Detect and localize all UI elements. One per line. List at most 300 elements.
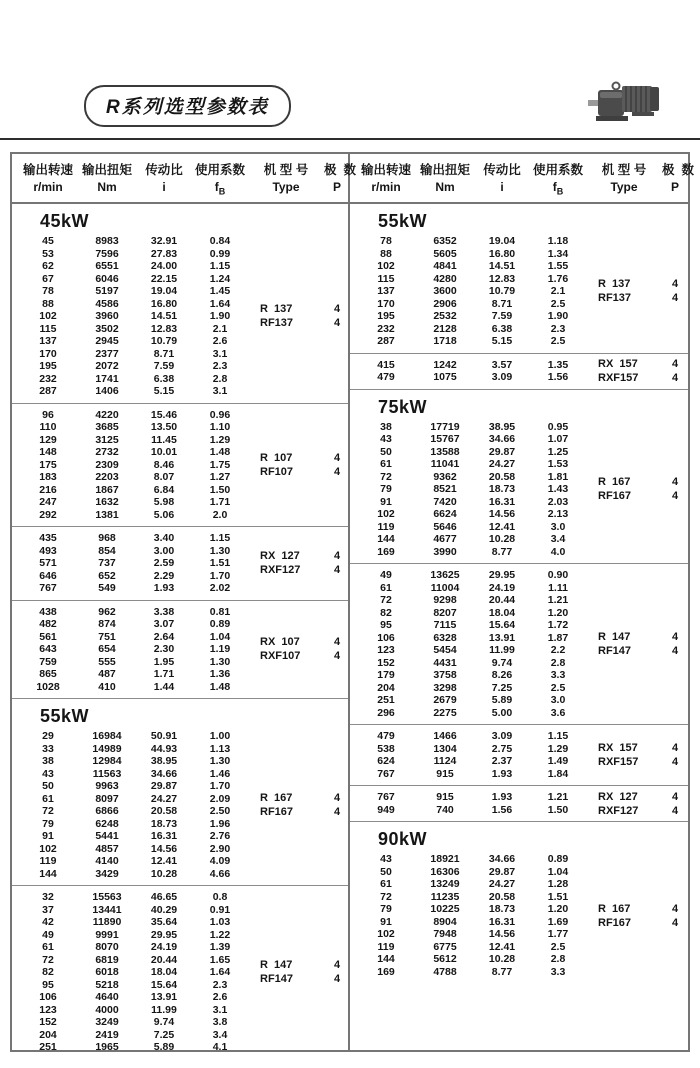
pole-count: 4: [671, 372, 679, 384]
col-header-service-factor: 使用系数 $f_B$: [532, 163, 583, 197]
cell-ratio: 14.56: [488, 508, 516, 520]
cell-output-speed: 32: [42, 891, 54, 903]
cell-output-speed: 169: [377, 965, 395, 978]
cell-service-factor: 1.29: [547, 742, 569, 755]
model-type-block: [586, 630, 688, 658]
cell-ratio: 13.91: [488, 631, 516, 644]
cell-ratio: 24.27: [150, 792, 178, 805]
cell-service-factor: 1.43: [547, 483, 569, 495]
cell-service-factor: 1.72: [547, 619, 569, 631]
cell-output-torque: 1406: [95, 385, 119, 397]
model-type-row: [248, 465, 350, 479]
cell-output-torque: 4140: [95, 855, 119, 867]
cell-output-torque: 7115: [433, 619, 457, 631]
cell-output-torque: 4586: [95, 297, 119, 310]
cell-output-speed: 482: [39, 618, 57, 630]
cell-output-speed: 144: [39, 867, 57, 880]
cell-ratio: 3.38: [153, 605, 175, 618]
cell-output-torque: 5605: [433, 247, 457, 260]
cell-ratio: 29.95: [150, 928, 178, 941]
cell-output-torque: 5218: [95, 978, 119, 991]
cell-service-factor: 2.6: [212, 335, 228, 347]
cell-ratio: 34.66: [488, 853, 516, 865]
col-header-torque: 输出扭矩 Nm: [419, 163, 470, 194]
cell-output-torque: 5646: [433, 520, 457, 533]
cell-output-torque: 13625: [430, 569, 460, 581]
cell-output-speed: 88: [42, 297, 54, 310]
cell-ratio: 22.15: [150, 272, 178, 285]
table-row: [350, 928, 688, 941]
cell-output-speed: 646: [39, 569, 57, 582]
table-row: [12, 768, 348, 781]
cell-output-torque: 654: [98, 643, 116, 655]
table-row: [12, 606, 348, 619]
cell-output-torque: 8097: [95, 792, 119, 805]
col-header-speed: 输出转速 r/min: [360, 163, 411, 194]
pole-count: 4: [671, 292, 679, 305]
cell-ratio: 10.28: [150, 867, 178, 880]
model-type-row: [248, 549, 350, 563]
left-group-list: [12, 204, 348, 1059]
cell-service-factor: 0.90: [547, 569, 569, 581]
table-row: [350, 521, 688, 534]
group-rows: [350, 569, 688, 719]
cell-output-speed: 292: [39, 508, 57, 521]
cell-output-torque: 8207: [433, 606, 457, 619]
model-type-row: [248, 649, 350, 663]
cell-output-speed: 45: [42, 235, 54, 247]
cell-output-torque: 5197: [95, 285, 119, 297]
cell-service-factor: 2.13: [547, 508, 569, 520]
cell-ratio: 1.93: [491, 767, 513, 780]
pole-count: 4: [671, 790, 679, 803]
cell-service-factor: 1.27: [209, 471, 231, 483]
group-rows: [12, 730, 348, 880]
cell-output-speed: 251: [39, 1041, 57, 1053]
group-rows: [350, 359, 688, 384]
pole-count: 4: [333, 303, 341, 316]
cell-output-speed: 195: [377, 310, 395, 322]
motor-foot: [632, 112, 654, 116]
cell-ratio: 6.38: [491, 322, 513, 335]
model-type-row: [586, 475, 688, 489]
cell-ratio: 1.71: [153, 668, 175, 680]
pole-count: 4: [333, 451, 341, 464]
cell-output-speed: 179: [377, 669, 395, 681]
cell-ratio: 12.41: [488, 940, 516, 953]
cell-service-factor: 1.71: [209, 496, 231, 508]
table-row: [12, 235, 348, 248]
model-type-label: RF147: [260, 973, 294, 986]
cell-output-torque: 13588: [430, 445, 460, 458]
cell-output-torque: 4788: [433, 965, 457, 978]
cell-output-speed: 72: [380, 890, 392, 903]
cell-output-speed: 95: [380, 619, 392, 631]
pole-count: 4: [333, 806, 341, 818]
cell-service-factor: 1.11: [548, 581, 568, 594]
cell-output-torque: 6018: [95, 966, 119, 978]
cell-output-speed: 1028: [36, 680, 60, 693]
model-type-row: [586, 916, 688, 930]
cell-output-torque: 4677: [433, 533, 457, 545]
cell-service-factor: 1.75: [209, 458, 231, 471]
cell-output-speed: 61: [42, 941, 54, 953]
cell-output-torque: 6866: [95, 805, 119, 817]
cell-output-torque: 5612: [433, 953, 457, 965]
cell-output-torque: 7420: [433, 495, 457, 508]
cell-ratio: 2.30: [153, 643, 175, 655]
model-type-row: [248, 635, 350, 649]
cell-output-speed: 37: [42, 903, 54, 916]
cell-ratio: 5.89: [153, 1041, 175, 1053]
mounting-feet: [596, 116, 628, 121]
cell-ratio: 20.58: [488, 470, 516, 483]
cell-output-torque: 1381: [95, 508, 119, 521]
cell-ratio: 14.56: [488, 928, 516, 940]
cell-service-factor: 1.30: [209, 655, 231, 668]
cell-service-factor: 1.18: [547, 235, 569, 247]
cell-service-factor: 1.13: [209, 742, 231, 755]
cell-output-torque: 2732: [95, 446, 119, 458]
cell-service-factor: 1.51: [209, 557, 231, 569]
power-group: [12, 886, 348, 1059]
model-type-row: [248, 316, 350, 330]
cell-ratio: 10.79: [488, 285, 516, 297]
col-header-poles: 极 数 P: [324, 163, 356, 194]
cell-service-factor: 1.39: [209, 941, 231, 953]
table-row: [12, 360, 348, 373]
cell-service-factor: 1.34: [547, 247, 569, 260]
cell-ratio: 20.44: [150, 953, 178, 966]
model-type-label: RF107: [260, 465, 294, 478]
cell-output-torque: 16306: [430, 865, 460, 878]
cell-output-speed: 67: [42, 272, 54, 285]
cell-output-torque: 3298: [433, 681, 457, 694]
cell-output-torque: 3429: [95, 867, 119, 880]
table-row: [12, 582, 348, 595]
cell-ratio: 11.45: [151, 433, 177, 446]
cell-ratio: 7.25: [491, 681, 513, 694]
cell-service-factor: 2.90: [209, 842, 231, 855]
cell-service-factor: 2.3: [212, 978, 228, 991]
table-row: [12, 335, 348, 348]
cell-output-speed: 232: [377, 322, 395, 335]
model-type-label: RF137: [260, 317, 294, 330]
cell-output-speed: 479: [377, 730, 395, 742]
pole-count: 4: [671, 631, 679, 643]
col-header-service-factor: 使用系数 $f_B$: [194, 163, 245, 197]
gear-motor-photo: [586, 74, 668, 130]
cell-ratio: 34.66: [488, 433, 516, 445]
table-row: [12, 1004, 348, 1017]
cell-output-speed: 43: [42, 767, 54, 780]
table-row: [12, 509, 348, 522]
cell-output-speed: 72: [380, 594, 392, 606]
cell-output-speed: 296: [377, 706, 395, 719]
cell-ratio: 3.40: [153, 532, 175, 544]
table-row: [12, 1041, 348, 1054]
cell-service-factor: 1.20: [547, 606, 569, 619]
cell-ratio: 20.44: [488, 594, 516, 606]
cell-service-factor: 4.66: [209, 867, 231, 880]
pole-count: 4: [671, 645, 679, 657]
cell-output-speed: 643: [39, 643, 57, 655]
cell-output-torque: 6328: [433, 631, 457, 644]
table-row: [350, 458, 688, 471]
cell-output-torque: 4220: [95, 408, 119, 421]
table-row: [12, 421, 348, 434]
table-row: [12, 730, 348, 743]
cell-ratio: 10.28: [488, 533, 516, 545]
cell-service-factor: 2.8: [212, 372, 228, 385]
cell-output-torque: 2128: [433, 322, 457, 335]
col-header-torque: 输出扭矩 Nm: [81, 163, 132, 194]
cell-output-speed: 169: [377, 545, 395, 558]
model-type-row: [248, 805, 350, 819]
cell-output-torque: 1304: [433, 742, 457, 755]
section-title: 55kW: [378, 211, 428, 231]
cell-service-factor: 1.81: [547, 470, 569, 483]
table-row: [12, 855, 348, 868]
cell-ratio: 8.46: [153, 458, 175, 471]
cell-output-speed: 78: [380, 235, 392, 247]
cell-ratio: 15.64: [150, 978, 178, 991]
model-type-block: [586, 902, 688, 930]
cell-output-speed: 106: [39, 991, 57, 1003]
cell-output-torque: 3502: [95, 322, 119, 335]
model-type-row: [248, 791, 350, 805]
table-row: [350, 335, 688, 348]
cell-output-speed: 119: [39, 855, 57, 867]
cell-output-speed: 102: [377, 928, 395, 940]
group-rows: [12, 235, 348, 398]
cell-output-torque: 7948: [433, 928, 457, 940]
cell-output-torque: 652: [98, 569, 116, 582]
cell-output-speed: 435: [39, 532, 57, 544]
cell-output-speed: 43: [380, 853, 392, 865]
model-type-label: R 107: [260, 451, 293, 464]
cell-ratio: 8.71: [491, 297, 513, 310]
table-row: [350, 533, 688, 546]
cell-ratio: 15.64: [488, 619, 516, 631]
cell-output-torque: 1965: [95, 1041, 119, 1053]
cell-ratio: 12.41: [488, 520, 516, 533]
table-row: [12, 681, 348, 694]
cell-service-factor: 1.46: [209, 767, 231, 780]
power-group: [350, 354, 688, 390]
cell-output-speed: 29: [42, 730, 54, 742]
model-type-row: [248, 451, 350, 465]
cell-output-speed: 49: [42, 928, 54, 941]
cell-output-speed: 106: [377, 631, 395, 644]
cell-service-factor: 2.1: [212, 322, 228, 335]
cell-ratio: 44.93: [150, 742, 178, 755]
cell-ratio: 29.87: [488, 865, 516, 878]
cell-output-speed: 119: [377, 940, 395, 953]
cell-output-torque: 9362: [433, 470, 457, 483]
cell-ratio: 3.00: [153, 544, 175, 557]
group-rows: [350, 730, 688, 780]
cell-service-factor: 1.25: [547, 445, 569, 458]
cell-service-factor: 2.3: [212, 360, 228, 372]
cell-output-torque: 2309: [95, 458, 119, 471]
model-type-row: [586, 371, 688, 385]
cell-ratio: 3.07: [153, 618, 175, 630]
cell-service-factor: 1.53: [547, 458, 569, 470]
table-row: [350, 768, 688, 781]
cell-output-speed: 561: [39, 630, 57, 643]
cell-output-torque: 16984: [92, 730, 122, 742]
cell-output-torque: 4857: [95, 842, 119, 855]
cell-service-factor: 1.15: [547, 730, 569, 742]
cell-output-speed: 232: [39, 372, 57, 385]
cell-output-torque: 9298: [433, 594, 457, 606]
cell-service-factor: 1.15: [209, 260, 231, 272]
cell-output-torque: 2072: [95, 360, 119, 372]
model-type-label: R 147: [598, 631, 631, 643]
cell-output-torque: 915: [436, 767, 454, 780]
model-type-row: [248, 302, 350, 316]
group-rows: [350, 791, 688, 816]
table-row: [12, 1016, 348, 1029]
cell-ratio: 2.29: [153, 569, 175, 582]
group-rows: [350, 853, 688, 978]
table-row: [350, 594, 688, 607]
cell-output-speed: 865: [39, 668, 57, 680]
cell-output-speed: 50: [380, 865, 392, 878]
power-group: [12, 601, 348, 700]
model-type-label: RX 107: [260, 636, 300, 649]
model-type-label: R 167: [260, 792, 293, 804]
cell-output-torque: 854: [98, 544, 116, 557]
group-rows: [12, 891, 348, 1054]
table-row: [350, 508, 688, 521]
cell-output-torque: 740: [436, 803, 454, 816]
table-row: [350, 235, 688, 248]
cell-ratio: 8.77: [491, 965, 513, 978]
cell-output-speed: 152: [39, 1016, 57, 1028]
model-type-label: R 137: [260, 303, 293, 316]
table-header: [12, 154, 356, 204]
cell-service-factor: 1.90: [209, 310, 231, 322]
cell-ratio: 16.31: [488, 915, 516, 928]
cell-service-factor: 1.24: [209, 272, 231, 285]
cell-output-speed: 204: [39, 1028, 57, 1041]
cell-ratio: 7.59: [153, 360, 175, 372]
cell-ratio: 9.74: [491, 656, 513, 669]
cell-output-torque: 8904: [433, 915, 457, 928]
cell-service-factor: 1.50: [547, 803, 569, 816]
model-type-label: RXF127: [598, 804, 639, 817]
cell-output-torque: 2679: [433, 694, 457, 706]
cell-service-factor: 0.95: [547, 420, 569, 433]
cell-service-factor: 2.03: [547, 495, 569, 508]
cell-service-factor: 4.0: [550, 545, 566, 558]
cell-ratio: 16.80: [150, 297, 178, 310]
cell-service-factor: 1.15: [209, 532, 231, 544]
table-row: [12, 668, 348, 681]
col-header-ratio: 传动比 i: [145, 163, 183, 194]
cell-ratio: 15.46: [150, 408, 178, 421]
cell-ratio: 3.09: [491, 730, 513, 742]
table-row: [350, 546, 688, 559]
cell-service-factor: 2.3: [550, 322, 566, 335]
power-group: [350, 564, 688, 725]
cell-ratio: 8.07: [153, 471, 175, 483]
cell-output-speed: 144: [377, 533, 395, 545]
section-title: 55kW: [40, 706, 90, 726]
cell-output-torque: 11563: [92, 767, 122, 780]
cell-output-speed: 538: [377, 742, 395, 755]
table-row: [350, 682, 688, 695]
cell-output-speed: 53: [42, 247, 54, 260]
table-row: [12, 843, 348, 856]
cell-ratio: 32.91: [150, 235, 178, 247]
cell-output-torque: 13441: [92, 903, 122, 916]
model-type-row: [248, 563, 350, 577]
cell-service-factor: 2.5: [550, 940, 566, 953]
page-title-text: R系列选型参数表: [106, 97, 269, 118]
table-row: [350, 248, 688, 261]
model-type-block: [248, 302, 350, 330]
table-row: [12, 532, 348, 545]
model-type-label: RX 157: [598, 742, 638, 754]
cell-output-speed: 72: [380, 470, 392, 483]
cell-service-factor: 1.35: [547, 358, 569, 371]
table-row: [12, 496, 348, 509]
model-type-row: [586, 277, 688, 291]
cell-output-speed: 479: [377, 371, 395, 383]
pole-count: 4: [333, 650, 341, 663]
cell-service-factor: 4.1: [212, 1041, 228, 1053]
cell-service-factor: 1.56: [547, 371, 569, 383]
cell-output-speed: 96: [42, 408, 54, 421]
cell-ratio: 5.98: [153, 496, 175, 508]
table-row: [350, 953, 688, 966]
cell-output-speed: 61: [380, 581, 392, 594]
cell-ratio: 19.04: [488, 235, 516, 247]
cell-output-torque: 15563: [92, 891, 122, 903]
cell-ratio: 1.44: [153, 680, 175, 693]
cell-output-torque: 915: [436, 791, 454, 803]
table-row: [12, 868, 348, 881]
cell-output-speed: 438: [39, 605, 57, 618]
model-type-block: [248, 635, 350, 663]
cell-service-factor: 1.30: [209, 544, 231, 557]
cell-ratio: 29.87: [488, 445, 516, 458]
table-row: [12, 434, 348, 447]
power-group: [12, 404, 348, 528]
cell-ratio: 24.27: [488, 878, 516, 890]
cell-ratio: 13.91: [150, 991, 178, 1003]
table-row: [350, 310, 688, 323]
table-header: [350, 154, 694, 204]
pole-count: 4: [671, 358, 679, 370]
cell-ratio: 20.58: [488, 890, 516, 903]
group-rows: [12, 532, 348, 595]
cell-service-factor: 1.69: [547, 915, 569, 928]
pole-count: 4: [333, 564, 341, 577]
cell-output-torque: 6624: [433, 508, 457, 520]
selection-parameter-table: [10, 152, 694, 1053]
cell-ratio: 13.50: [150, 421, 178, 433]
cell-service-factor: 2.8: [550, 656, 566, 669]
cell-ratio: 18.73: [488, 483, 516, 495]
cell-output-torque: 2906: [433, 297, 457, 310]
cell-ratio: 2.37: [491, 755, 513, 767]
cell-output-speed: 170: [377, 297, 395, 310]
cell-output-torque: 410: [98, 680, 116, 693]
